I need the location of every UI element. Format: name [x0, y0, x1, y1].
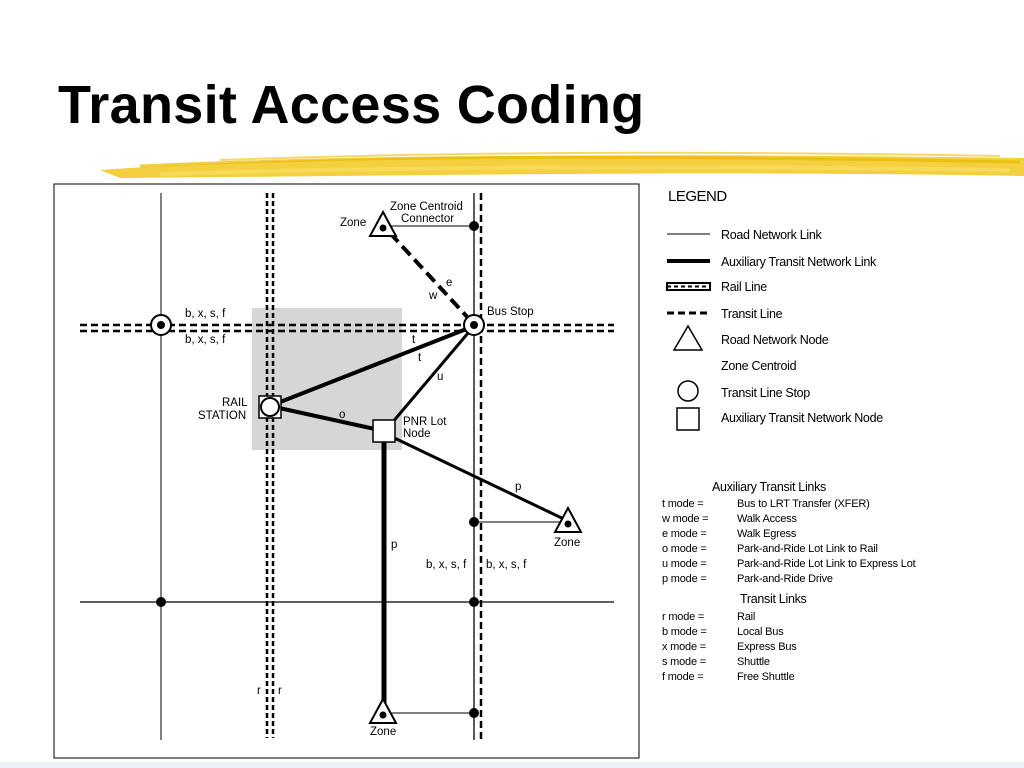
aux-mode-desc: Park-and-Ride Drive — [737, 573, 833, 585]
centroid-connector-label: Zone Centroid — [390, 201, 463, 213]
slide-title: Transit Access Coding — [58, 75, 645, 135]
mode-p-label: p — [391, 539, 398, 551]
bxsf-label: b, x, s, f — [486, 559, 527, 571]
legend-item-label: Auxiliary Transit Network Link — [721, 255, 876, 269]
aux-mode-code: t mode = — [662, 498, 704, 510]
pnr-lot-label: PNR Lot — [403, 416, 447, 428]
mode-t-label: t — [412, 334, 416, 346]
mode-r-label: r — [257, 685, 261, 697]
legend-item-label: Rail Line — [721, 280, 767, 294]
road-node — [156, 597, 166, 607]
pnr-lot-label: Node — [403, 428, 431, 440]
mode-p-label: p — [515, 481, 522, 493]
aux-mode-desc: Walk Egress — [737, 528, 797, 540]
rail-station-label: RAIL — [222, 397, 248, 409]
bus-stop-node — [464, 315, 484, 335]
mode-e-label: e — [446, 277, 453, 289]
rail-station-node — [259, 396, 281, 418]
aux-mode-desc: Bus to LRT Transfer (XFER) — [737, 498, 870, 510]
bxsf-label: b, x, s, f — [426, 559, 467, 571]
transit-mode-code: x mode = — [662, 641, 706, 653]
zone-label-right: Zone — [554, 537, 581, 549]
rail-station-label: STATION — [198, 410, 247, 422]
road-node — [469, 597, 479, 607]
transit-mode-code: r mode = — [662, 611, 705, 623]
legend-symbol-square-icon — [677, 408, 699, 430]
transit-mode-desc: Express Bus — [737, 641, 797, 653]
pnr-lot-node — [373, 420, 395, 442]
bus-stop-label: Bus Stop — [487, 306, 534, 318]
mode-t-label: t — [418, 352, 422, 364]
transit-mode-code: s mode = — [662, 656, 706, 668]
transit-mode-desc: Rail — [737, 611, 756, 623]
legend-symbol-circle-icon — [678, 381, 698, 401]
transit-mode-code: f mode = — [662, 671, 704, 683]
transit-stop-left — [151, 315, 171, 335]
aux-mode-desc: Park-and-Ride Lot Link to Rail — [737, 543, 878, 555]
legend-symbol-rail-line — [667, 283, 710, 290]
mode-u-label: u — [437, 371, 444, 383]
legend-heading: LEGEND — [668, 188, 727, 205]
mode-w-label: w — [429, 290, 438, 302]
legend-item-label: Transit Line — [721, 307, 783, 321]
aux-mode-code: e mode = — [662, 528, 707, 540]
aux-mode-code: w mode = — [662, 513, 709, 525]
zone-label-top: Zone — [340, 217, 367, 229]
aux-mode-desc: Walk Access — [737, 513, 797, 525]
transit-mode-desc: Free Shuttle — [737, 671, 795, 683]
zone-label-bottom: Zone — [370, 726, 397, 738]
bxsf-label: b, x, s, f — [185, 308, 226, 320]
transit-mode-desc: Local Bus — [737, 626, 784, 638]
transit-links-heading: Transit Links — [740, 592, 807, 606]
mode-o-label: o — [339, 409, 346, 421]
aux-mode-desc: Park-and-Ride Lot Link to Express Lot — [737, 558, 916, 570]
centroid-connector-label: Connector — [401, 213, 455, 225]
road-node — [469, 517, 479, 527]
mode-r-label: r — [278, 685, 282, 697]
transit-mode-code: b mode = — [662, 626, 707, 638]
aux-mode-code: o mode = — [662, 543, 707, 555]
diagram-frame — [54, 184, 639, 758]
aux-mode-code: p mode = — [662, 573, 707, 585]
legend-symbol-triangle-icon — [674, 326, 702, 350]
legend-item-label: Transit Line Stop — [721, 386, 810, 400]
aux-links-heading: Auxiliary Transit Links — [712, 480, 826, 494]
legend-item-label: Road Network Link — [721, 228, 822, 242]
transit-mode-desc: Shuttle — [737, 656, 770, 668]
legend-item-label: Auxiliary Transit Network Node — [721, 411, 883, 425]
bxsf-label: b, x, s, f — [185, 334, 226, 346]
road-node — [469, 221, 479, 231]
footer-divider — [0, 762, 1024, 768]
legend-item-label: Road Network Node — [721, 333, 829, 347]
aux-mode-code: u mode = — [662, 558, 707, 570]
legend-item-label: Zone Centroid — [721, 359, 797, 373]
road-node — [469, 708, 479, 718]
